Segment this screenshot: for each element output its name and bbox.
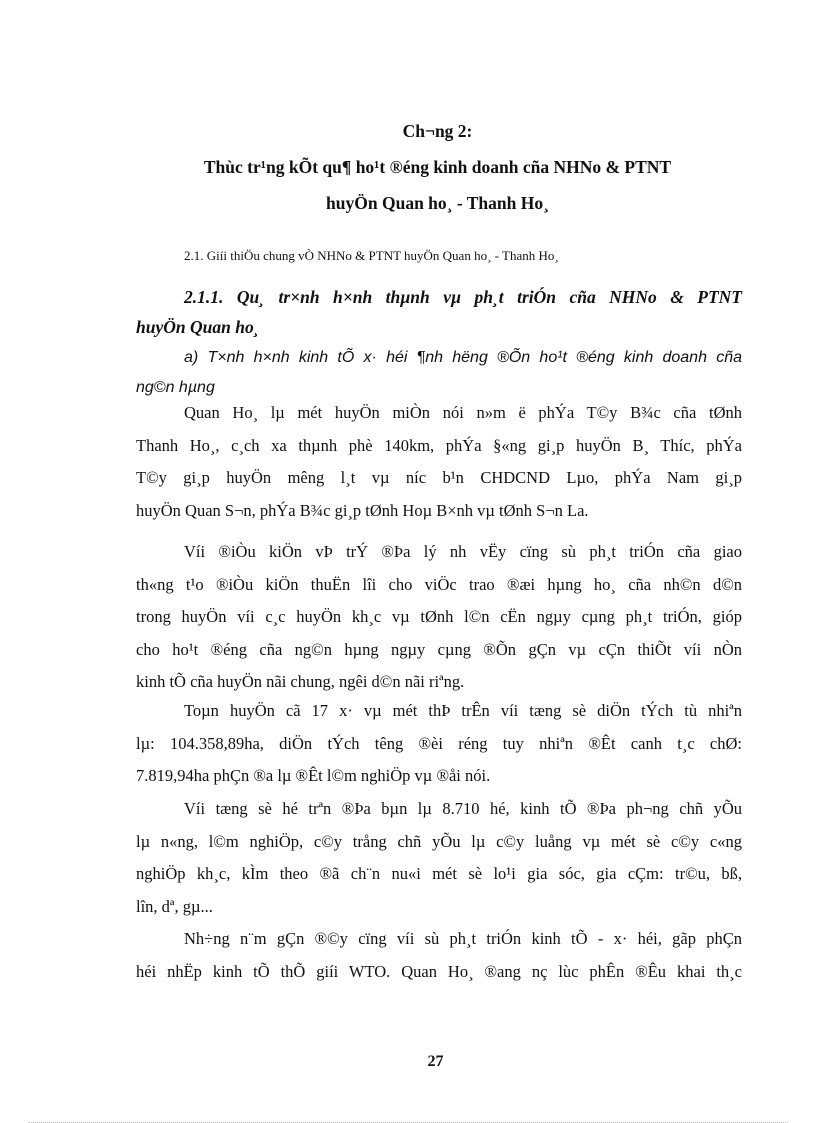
paragraph-line: kinh tÕ cña huyÖn nãi chung, ngêi d©n nãi riªng. bbox=[136, 672, 465, 691]
paragraph-area bbox=[136, 695, 742, 793]
paragraph-line: Nh÷ng n¨m gÇn ®©y cïng víi sù ph¸t triÓn kinh tÕ - x· héi, gãp phÇn bbox=[184, 929, 742, 948]
subheading bbox=[136, 343, 742, 403]
paragraph-line: 7.819,94ha phÇn ®a lµ ®Êt l©m nghiÖp vµ ®åi nói. bbox=[136, 766, 491, 785]
paragraph-line: cho ho¹t ®éng cña ng©n hµng ngµy cµng ®Õn gÇn vµ cÇn thiÕt víi nÒn bbox=[136, 639, 742, 659]
paragraph-line: lµ: 104.358,89ha, diÖn tÝch têng ®èi réng tuy nhiªn ®Êt canh t¸c chØ: bbox=[136, 733, 742, 753]
section-heading: 2.1. Giíi thiÖu chung vÒ NHNo & PTNT huyÖn Quan ho¸ - Thanh Ho¸ bbox=[184, 248, 559, 263]
subheading-line-1: a) T×nh h×nh kinh tÕ x· héi ¶nh hëng ®Õn ho¹t ®éng kinh doanh cña bbox=[184, 349, 742, 366]
paragraph-conditions bbox=[136, 536, 742, 699]
paragraph-line: Toµn huyÖn cã 17 x· vµ mét thÞ trÊn víi tæng sè diÖn tÝch tù nhiªn bbox=[184, 701, 742, 720]
paragraph-line: lµ n«ng, l©m nghiÖp, c©y trång chñ yÕu lµ c©y luång vµ mét sè c©y c«ng bbox=[136, 831, 742, 851]
subsection-heading bbox=[136, 282, 742, 342]
subsection-heading-line-1: 2.1.1. Qu¸ tr×nh h×nh thµnh vµ ph¸t triÓn cña NHNo & PTNT bbox=[184, 287, 742, 307]
chapter-title-line-1: Thùc tr¹ng kÕt qu¶ ho¹t ®éng kinh doanh cña NHNo & PTNT bbox=[203, 157, 672, 177]
page-number: 27 bbox=[427, 1053, 444, 1070]
chapter-heading bbox=[135, 113, 740, 221]
chapter-title-line-2: huyÖn Quan ho¸ - Thanh Ho¸ bbox=[326, 193, 549, 213]
subsection-heading-line-2: huyÖn Quan ho¸ bbox=[136, 317, 260, 337]
paragraph-location bbox=[136, 397, 742, 527]
paragraph-line: Quan Ho¸ lµ mét huyÖn miÒn nói n»m ë phÝa T©y B¾c cña tØnh bbox=[184, 403, 742, 422]
paragraph-development bbox=[136, 923, 742, 988]
paragraph-line: Víi tæng sè hé trªn ®Þa bµn lµ 8.710 hé, kinh tÕ ®Þa ph¬ng chñ yÕu bbox=[184, 799, 742, 818]
paragraph-line: th«ng t¹o ®iÒu kiÖn thuËn lîi cho viÖc trao ®æi hµng ho¸ cña nh©n d©n bbox=[136, 574, 742, 594]
paragraph-economy bbox=[136, 793, 742, 923]
chapter-label: Ch¬ng 2: bbox=[402, 121, 473, 141]
paragraph-line: héi nhËp kinh tÕ thÕ giíi WTO. Quan Ho¸ ®ang nç lùc phÊn ®Êu khai th¸c bbox=[136, 961, 742, 981]
paragraph-line: huyÖn Quan S¬n, phÝa B¾c gi¸p tØnh Hoµ B×nh vµ tØnh S¬n La. bbox=[136, 500, 589, 520]
paragraph-line: lîn, dª, gµ... bbox=[136, 896, 213, 916]
paragraph-line: trong huyÖn víi c¸c huyÖn kh¸c vµ tØnh l©n cËn ngµy cµng ph¸t triÓn, gióp bbox=[136, 607, 742, 626]
paragraph-line: T©y gi¸p huyÖn mêng l¸t vµ níc b¹n CHDCND Lµo, phÝa Nam gi¸p bbox=[136, 468, 742, 487]
paragraph-line: Víi ®iÒu kiÖn vÞ trÝ ®Þa lý nh vËy cïng sù ph¸t triÓn cña giao bbox=[184, 542, 742, 561]
subheading-line-2: ng©n hµng bbox=[136, 379, 215, 396]
paragraph-line: nghiÖp kh¸c, kÌm theo ®ã ch¨n nu«i mét sè lo¹i gia sóc, gia cÇm: tr©u, bß, bbox=[136, 864, 742, 883]
paragraph-line: Thanh Ho¸, c¸ch xa thµnh phè 140km, phÝa §«ng gi¸p huyÖn B¸ Thíc, phÝa bbox=[136, 435, 742, 455]
